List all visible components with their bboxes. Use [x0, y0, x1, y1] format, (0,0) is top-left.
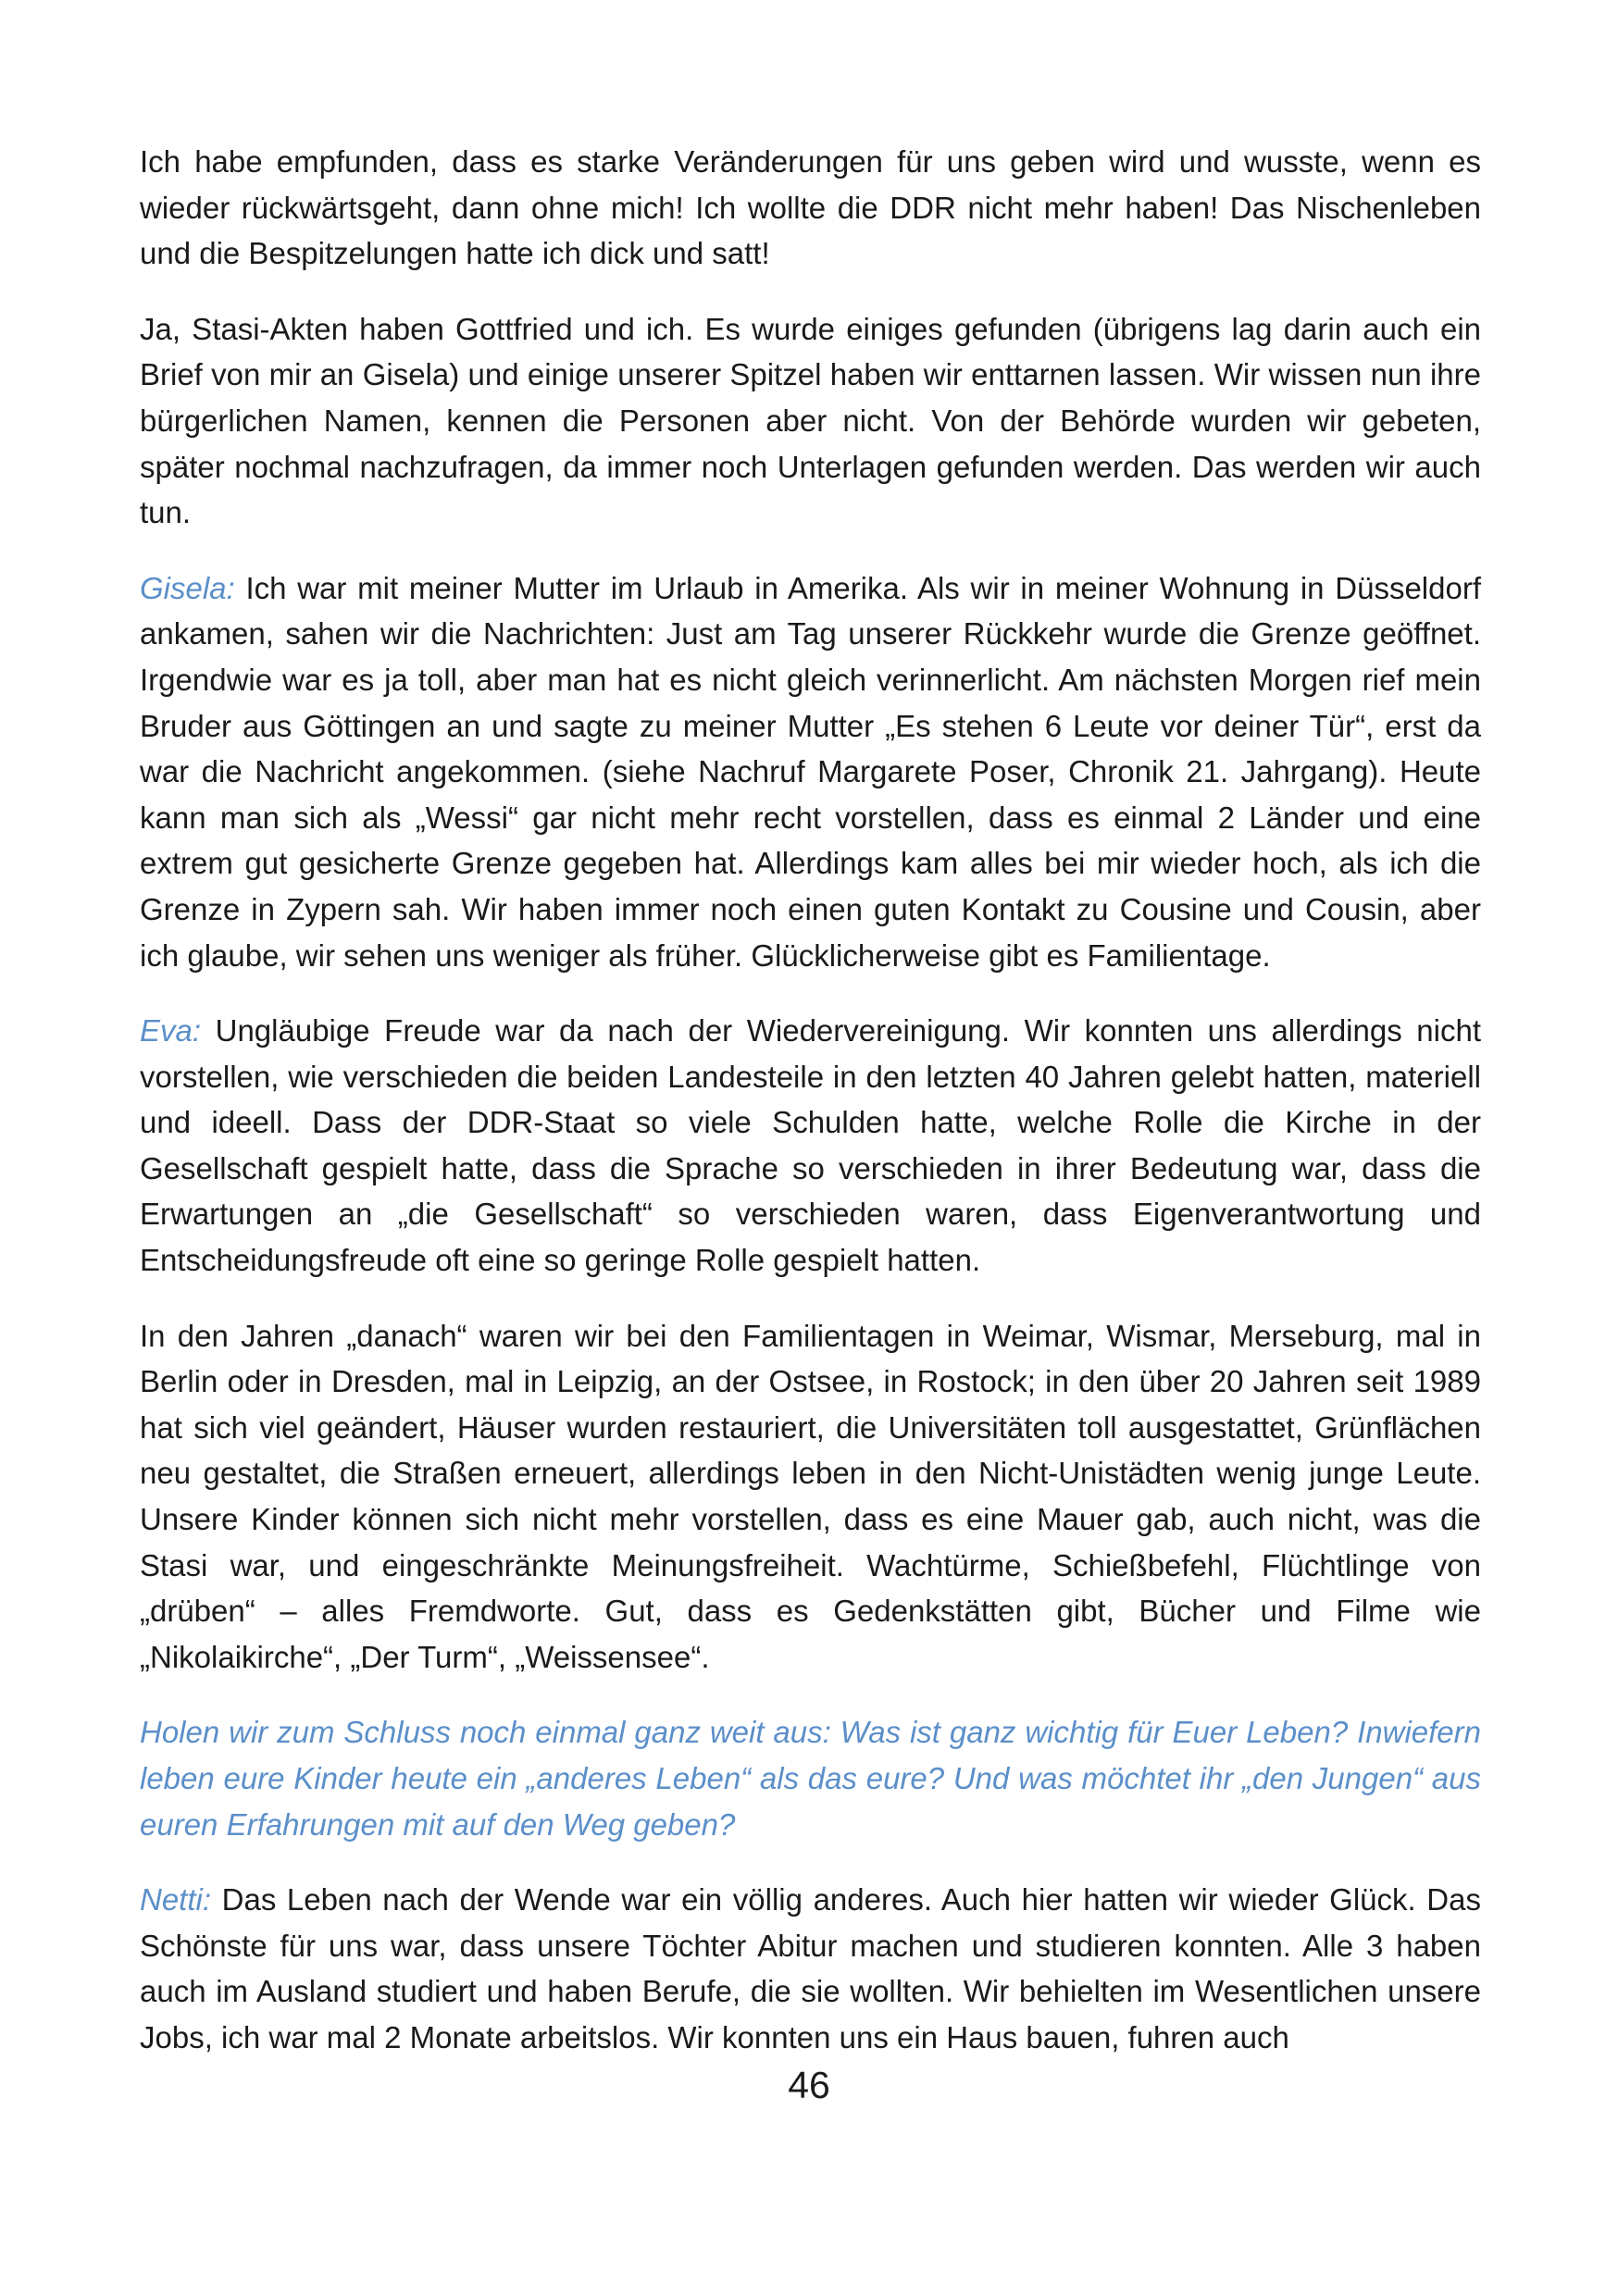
speaker-label: Netti:: [140, 1882, 212, 1917]
page-number: 46: [788, 2064, 830, 2106]
paragraph-netti: [140, 1877, 1481, 2060]
interview-question: [140, 1709, 1481, 1847]
paragraph-1: [140, 139, 1481, 277]
paragraph-gisela: [140, 565, 1481, 978]
paragraph-5: [140, 1313, 1481, 1681]
paragraph-text: Ich war mit meiner Mutter im Urlaub in Amerika. Als wir in meiner Wohnung in Düsseldorf ankamen, sahen wir die Nachrichten: Just am Tag unserer Rückkehr wurde die Grenze geöffnet. Irgendwie war es ja toll, aber man hat es nicht gleich verinnerlicht. Am nächsten Morgen rief mein Bruder aus Göttingen an und sagte zu meiner Mutter „Es stehen 6 Leute vor deiner Tür“, erst da war die Nachricht angekommen. (siehe Nachruf Margarete Poser, Chronik 21. Jahrgang). Heute kann man sich als „Wessi“ gar nicht mehr recht vorstellen, dass es einmal 2 Länder und eine extrem gut gesicherte Grenze gegeben hat. Allerdings kam alles bei mir wieder hoch, als ich die Grenze in Zypern sah. Wir haben immer noch einen guten Kontakt zu Cousine und Cousin, aber ich glaube, wir sehen uns weniger als früher. Glücklicherweise gibt es Familientage.: [140, 570, 1482, 973]
paragraph-text: Das Leben nach der Wende war ein völlig anderes. Auch hier hatten wir wieder Glück. Das Schönste für uns war, dass unsere Töchter Abitur machen und studieren konnten. Alle 3 haben auch im Ausland studiert und haben Berufe, die sie wollten. Wir behielten im Wesentlichen unsere Jobs, ich war mal 2 Monate arbeitslos. Wir konnten uns ein Haus bauen, fuhren auch: [140, 1882, 1481, 2054]
paragraph-text: In den Jahren „danach“ waren wir bei den Familientagen in Weimar, Wismar, Merseburg, mal in Berlin oder in Dresden, mal in Leipzig, an der Ostsee, in Rostock; in den über 20 Jahren seit 1989 hat sich viel geändert, Häuser wurden restauriert, die Universitäten toll ausgestattet, Grünflächen neu gestaltet, die Straßen erneuert, allerdings leben in den Nicht-Unistädten wenig junge Leute. Unsere Kinder können sich nicht mehr vorstellen, dass es eine Mauer gab, auch nicht, was die Stasi war, und eingeschränkte Meinungsfreiheit. Wachtürme, Schießbefehl, Flüchtlinge von „drüben“ – alles Fremdworte. Gut, dass es Gedenkstätten gibt, Bücher und Filme wie „Nikolaikirche“, „Der Turm“, „Weissensee“.: [140, 1318, 1481, 1674]
paragraph-eva: [140, 1008, 1481, 1284]
paragraph-text: Ich habe empfunden, dass es starke Veränderungen für uns geben wird und wusste, wenn es wieder rückwärtsgeht, dann ohne mich! Ich wollte die DDR nicht mehr haben! Das Nischenleben und die Bespitzelungen hatte ich dick und satt!: [140, 144, 1481, 271]
speaker-label: Gisela:: [140, 570, 235, 605]
page-content: [140, 139, 1481, 2091]
paragraph-2: [140, 306, 1481, 536]
speaker-label: Eva:: [140, 1013, 202, 1049]
paragraph-text: Ungläubige Freude war da nach der Wiedervereinigung. Wir konnten uns allerdings nicht vorstellen, wie verschieden die beiden Landesteile in den letzten 40 Jahren gelebt hatten, materiell und ideell. Dass der DDR-Staat so viele Schulden hatte, welche Rolle die Kirche in der Gesellschaft gespielt hatte, dass die Sprache so verschieden in ihrer Bedeutung war, dass die Erwartungen an „die Gesellschaft“ so verschieden waren, dass Eigenverantwortung und Entscheidungsfreude oft eine so geringe Rolle gespielt hatten.: [140, 1013, 1481, 1278]
question-text: Holen wir zum Schluss noch einmal ganz weit aus: Was ist ganz wichtig für Euer Leben? Inwiefern leben eure Kinder heute ein „anderes Leben“ als das eure? Und was möchtet ihr „den Jungen“ aus euren Erfahrungen mit auf den Weg geben?: [140, 1715, 1481, 1842]
paragraph-text: Ja, Stasi-Akten haben Gottfried und ich. Es wurde einiges gefunden (übrigens lag darin auch ein Brief von mir an Gisela) und einige unserer Spitzel haben wir enttarnen lassen. Wir wissen nun ihre bürgerlichen Namen, kennen die Personen aber nicht. Von der Behörde wurden wir gebeten, später nochmal nachzufragen, da immer noch Unterlagen gefunden werden. Das werden wir auch tun.: [140, 311, 1481, 530]
